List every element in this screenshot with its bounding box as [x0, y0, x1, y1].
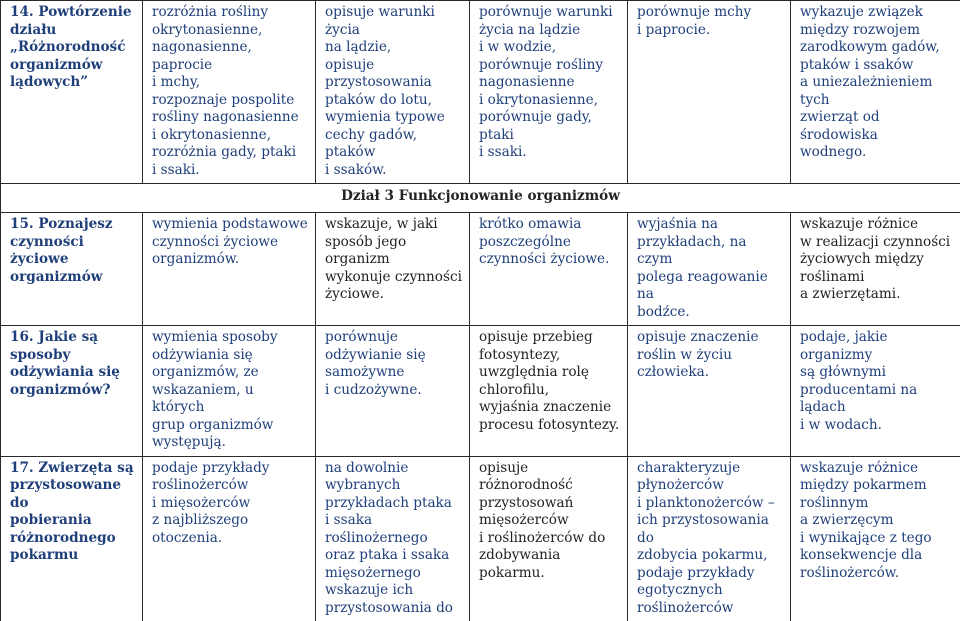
- requirement-cell: wykazuje związek między rozwojem zarodkowym gadów, ptaków i ssaków a uniezależnieniem tych zwierząt od środowiska wodnego.: [791, 1, 960, 184]
- lesson-topic: 17. Zwierzęta są przystosowane do pobierania różnorodnego pokarmu: [1, 456, 143, 621]
- requirement-cell: opisuje różnorodność przystosowań mięsożerców i roślinożerców do zdobywania pokarmu.: [470, 456, 628, 621]
- requirement-cell: porównuje odżywianie się samożywne i cudzożywne.: [316, 326, 470, 457]
- table-row: [1, 1, 960, 184]
- lesson-topic: 15. Poznajesz czynności życiowe organizmów: [1, 213, 143, 326]
- requirement-cell: wyjaśnia na przykładach, na czym polega reagowanie na bodźce.: [628, 213, 791, 326]
- requirement-cell: na dowolnie wybranych przykładach ptaka i ssaka roślinożernego oraz ptaka i ssaka mięsożernego wskazuje ich przystosowania do: [316, 456, 470, 621]
- requirement-cell: opisuje warunki życia na lądzie, opisuje przystosowania ptaków do lotu, wymienia typowe cechy gadów, ptaków i ssaków.: [316, 1, 470, 184]
- table-row: [1, 326, 960, 457]
- requirement-cell: podaje przykłady roślinożerców i mięsożerców z najbliższego otoczenia.: [143, 456, 316, 621]
- requirement-cell: opisuje znaczenie roślin w życiu człowieka.: [628, 326, 791, 457]
- lesson-topic: 16. Jakie są sposoby odżywiania się organizmów?: [1, 326, 143, 457]
- requirement-cell: wymienia podstawowe czynności życiowe organizmów.: [143, 213, 316, 326]
- section-header-row: [1, 184, 960, 213]
- section-title: Dział 3 Funkcjonowanie organizmów: [1, 184, 960, 213]
- requirement-cell: wskazuje różnice w realizacji czynności życiowych między roślinami a zwierzętami.: [791, 213, 960, 326]
- requirement-cell: wskazuje, w jaki sposób jego organizm wykonuje czynności życiowe.: [316, 213, 470, 326]
- requirement-cell: porównuje mchy i paprocie.: [628, 1, 791, 184]
- table-row: [1, 456, 960, 621]
- requirement-cell: wymienia sposoby odżywiania się organizmów, ze wskazaniem, u których grup organizmów występują.: [143, 326, 316, 457]
- requirement-cell: krótko omawia poszczególne czynności życiowe.: [470, 213, 628, 326]
- requirement-cell: wskazuje różnice między pokarmem roślinnym a zwierzęcym i wynikające z tego konsekwencje dla roślinożerców.: [791, 456, 960, 621]
- requirement-cell: opisuje przebieg fotosyntezy, uwzględnia rolę chlorofilu, wyjaśnia znaczenie procesu fotosyntezy.: [470, 326, 628, 457]
- requirement-cell: rozróżnia rośliny okrytonasienne, nagonasienne, paprocie i mchy, rozpoznaje pospolite rośliny nagonasienne i okrytonasienne, rozróżnia gady, ptaki i ssaki.: [143, 1, 316, 184]
- table-row: [1, 213, 960, 326]
- requirement-cell: charakteryzuje płynożerców i planktonożerców – ich przystosowania do zdobycia pokarmu, podaje przykłady egotycznych roślinożerców: [628, 456, 791, 621]
- requirement-cell: podaje, jakie organizmy są głównymi producentami na lądach i w wodach.: [791, 326, 960, 457]
- lesson-topic: 14. Powtórzenie działu „Różnorodność organizmów lądowych”: [1, 1, 143, 184]
- requirement-cell: porównuje warunki życia na lądzie i w wodzie, porównuje rośliny nagonasienne i okrytonasienne, porównuje gady, ptaki i ssaki.: [470, 1, 628, 184]
